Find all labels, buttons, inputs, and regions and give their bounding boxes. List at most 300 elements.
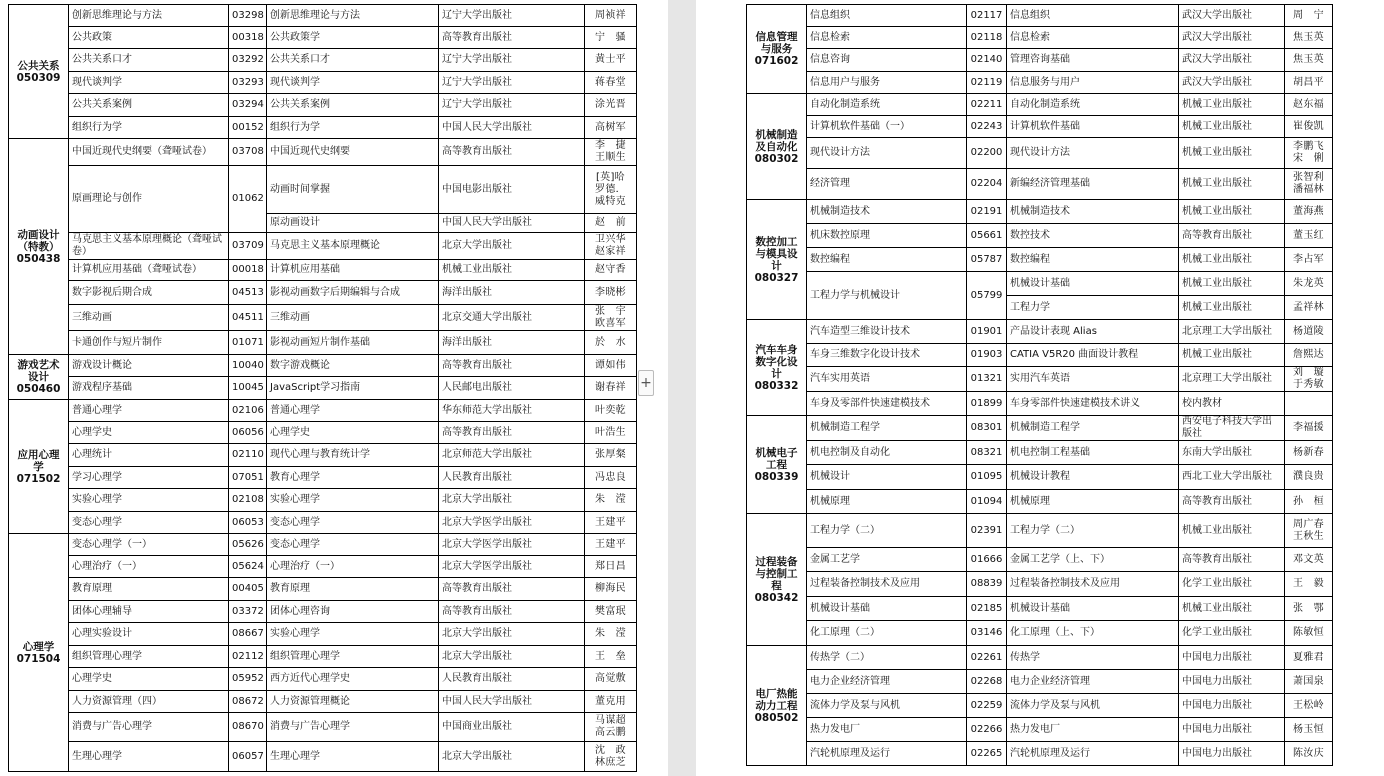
course-code-cell: 08321	[967, 441, 1007, 465]
course-name-cell: 汽车实用英语	[807, 367, 967, 392]
publisher-cell: 北京大学医学出版社	[439, 534, 585, 556]
author-cell: 周祯祥	[585, 5, 637, 27]
textbook-title-cell: 计算机应用基础	[267, 260, 439, 281]
author-cell: 叶奕乾	[585, 400, 637, 422]
publisher-cell: 北京大学出版社	[439, 742, 585, 772]
textbook-title-cell: 实验心理学	[267, 489, 439, 512]
publisher-cell: 北京大学出版社	[439, 489, 585, 512]
publisher-cell: 北京理工大学出版社	[1179, 320, 1285, 344]
author-cell: 宁 骚	[585, 27, 637, 49]
page-gutter	[668, 0, 696, 776]
author-cell: 焦玉英	[1285, 49, 1333, 72]
textbook-title-cell: 现代心理与教育统计学	[267, 444, 439, 467]
author-cell: 叶浩生	[585, 422, 637, 444]
course-code-cell: 02185	[967, 597, 1007, 621]
table-row	[9, 467, 637, 489]
course-name-cell: 自动化制造系统	[807, 94, 967, 116]
course-name-cell: 工程力学与机械设计	[807, 272, 967, 320]
course-code-cell: 02268	[967, 670, 1007, 694]
course-code-cell: 08672	[229, 691, 267, 713]
author-cell: 王松岭	[1285, 694, 1333, 718]
publisher-cell: 北京大学医学出版社	[439, 556, 585, 578]
textbook-title-cell: 金属工艺学（上、下）	[1007, 548, 1179, 572]
course-name-cell: 普通心理学	[69, 400, 229, 422]
textbook-title-cell: 教育心理学	[267, 467, 439, 489]
publisher-cell: 高等教育出版社	[1179, 224, 1285, 248]
course-code-cell: 02265	[967, 742, 1007, 766]
major-cell: 动画设计 （特教） 050438	[9, 139, 69, 355]
textbook-title-cell: 工程力学	[1007, 296, 1179, 320]
course-code-cell: 02140	[967, 49, 1007, 72]
author-cell: 崔俊凯	[1285, 116, 1333, 138]
course-code-cell: 02266	[967, 718, 1007, 742]
course-name-cell: 过程装备控制技术及应用	[807, 572, 967, 597]
course-code-cell: 03708	[229, 139, 267, 166]
course-code-cell: 02191	[967, 200, 1007, 224]
major-cell: 机械制造 及自动化 080302	[747, 94, 807, 200]
publisher-cell: 武汉大学出版社	[1179, 5, 1285, 27]
publisher-cell: 机械工业出版社	[1179, 248, 1285, 272]
course-code-cell: 01666	[967, 548, 1007, 572]
author-cell: 马谋超 高云鹏	[585, 713, 637, 742]
textbook-title-cell: 化工原理（上、下）	[1007, 621, 1179, 646]
publisher-cell: 高等教育出版社	[1179, 548, 1285, 572]
publisher-cell: 化学工业出版社	[1179, 572, 1285, 597]
publisher-cell: 北京大学出版社	[439, 623, 585, 646]
major-cell: 公共关系 050309	[9, 5, 69, 139]
publisher-cell: 机械工业出版社	[1179, 296, 1285, 320]
textbook-title-cell: 变态心理学	[267, 534, 439, 556]
author-cell: 李 捷 王顺生	[585, 139, 637, 166]
publisher-cell: 辽宁大学出版社	[439, 94, 585, 117]
table-row	[747, 320, 1333, 344]
author-cell: 詹熙达	[1285, 344, 1333, 367]
course-code-cell: 00018	[229, 260, 267, 281]
publisher-cell: 中国人民大学出版社	[439, 117, 585, 139]
publisher-cell: 机械工业出版社	[1179, 597, 1285, 621]
textbook-title-cell: 数控编程	[1007, 248, 1179, 272]
publisher-cell: 中国人民大学出版社	[439, 691, 585, 713]
author-cell: 冯忠良	[585, 467, 637, 489]
textbook-title-cell: 产品设计表现 Alias	[1007, 320, 1179, 344]
author-cell: 王建平	[585, 512, 637, 534]
course-code-cell: 00152	[229, 117, 267, 139]
table-row	[747, 465, 1333, 490]
table-row	[9, 489, 637, 512]
author-cell: 杨玉恒	[1285, 718, 1333, 742]
course-code-cell: 07051	[229, 467, 267, 489]
course-code-cell: 03372	[229, 601, 267, 623]
textbook-title-cell: 心理治疗（一）	[267, 556, 439, 578]
course-name-cell: 心理治疗（一）	[69, 556, 229, 578]
course-code-cell: 04513	[229, 281, 267, 305]
course-code-cell: 01903	[967, 344, 1007, 367]
course-name-cell: 热力发电厂	[807, 718, 967, 742]
table-row	[747, 572, 1333, 597]
author-cell: 周广春 王秋生	[1285, 514, 1333, 548]
course-name-cell: 学习心理学	[69, 467, 229, 489]
course-code-cell: 02117	[967, 5, 1007, 27]
publisher-cell: 辽宁大学出版社	[439, 49, 585, 72]
course-table-left	[8, 4, 637, 772]
textbook-title-cell: 工程力学（二）	[1007, 514, 1179, 548]
textbook-title-cell: 机械设计教程	[1007, 465, 1179, 490]
document-page-left	[0, 0, 668, 776]
textbook-title-cell: 公共政策学	[267, 27, 439, 49]
textbook-title-cell: 影视动画短片制作基础	[267, 331, 439, 355]
table-row	[747, 272, 1333, 296]
publisher-cell: 机械工业出版社	[1179, 169, 1285, 200]
textbook-title-cell: 公共关系口才	[267, 49, 439, 72]
author-cell: 董玉红	[1285, 224, 1333, 248]
course-code-cell: 05787	[967, 248, 1007, 272]
course-name-cell: 金属工艺学	[807, 548, 967, 572]
course-code-cell: 08667	[229, 623, 267, 646]
course-name-cell: 数字影视后期合成	[69, 281, 229, 305]
course-name-cell: 机械制造工程学	[807, 416, 967, 441]
author-cell: 周 宁	[1285, 5, 1333, 27]
course-name-cell: 计算机软件基础（一）	[807, 116, 967, 138]
table-row	[747, 670, 1333, 694]
course-name-cell: 现代谈判学	[69, 72, 229, 94]
table-row	[9, 512, 637, 534]
textbook-title-cell: JavaScript学习指南	[267, 377, 439, 400]
textbook-title-cell: 管理咨询基础	[1007, 49, 1179, 72]
publisher-cell: 辽宁大学出版社	[439, 5, 585, 27]
course-code-cell: 00405	[229, 578, 267, 601]
publisher-cell: 校内教材	[1179, 392, 1285, 416]
author-cell: 张厚粲	[585, 444, 637, 467]
author-cell: 杨新春	[1285, 441, 1333, 465]
author-cell: 张 鄂	[1285, 597, 1333, 621]
table-row	[9, 742, 637, 772]
course-name-cell: 信息组织	[807, 5, 967, 27]
publisher-cell: 机械工业出版社	[1179, 94, 1285, 116]
textbook-title-cell: 电力企业经济管理	[1007, 670, 1179, 694]
author-cell: 郑日昌	[585, 556, 637, 578]
course-code-cell: 02108	[229, 489, 267, 512]
course-name-cell: 机械原理	[807, 490, 967, 514]
textbook-title-cell: 原动画设计	[267, 214, 439, 233]
course-code-cell: 02110	[229, 444, 267, 467]
publisher-cell: 中国人民大学出版社	[439, 214, 585, 233]
publisher-cell: 武汉大学出版社	[1179, 27, 1285, 49]
course-code-cell: 03146	[967, 621, 1007, 646]
course-name-cell: 车身三维数字化设计技术	[807, 344, 967, 367]
table-row	[9, 94, 637, 117]
author-cell: 於 水	[585, 331, 637, 355]
textbook-title-cell: 汽轮机原理及运行	[1007, 742, 1179, 766]
author-cell: 董海燕	[1285, 200, 1333, 224]
publisher-cell: 华东师范大学出版社	[439, 400, 585, 422]
author-cell: 赵守香	[585, 260, 637, 281]
course-code-cell: 01321	[967, 367, 1007, 392]
course-name-cell: 组织行为学	[69, 117, 229, 139]
table-row	[747, 367, 1333, 392]
table-row	[9, 377, 637, 400]
course-name-cell: 机械设计	[807, 465, 967, 490]
textbook-title-cell: 机械制造技术	[1007, 200, 1179, 224]
author-cell: 朱 滢	[585, 623, 637, 646]
publisher-cell: 中国电影出版社	[439, 166, 585, 214]
course-name-cell: 机床数控原理	[807, 224, 967, 248]
publisher-cell: 高等教育出版社	[439, 422, 585, 444]
course-name-cell: 汽车造型三维设计技术	[807, 320, 967, 344]
author-cell: 陈汝庆	[1285, 742, 1333, 766]
expand-plus-icon[interactable]: +	[638, 370, 654, 396]
table-row	[747, 416, 1333, 441]
course-name-cell: 公共政策	[69, 27, 229, 49]
author-cell: 王建平	[585, 534, 637, 556]
table-row	[9, 400, 637, 422]
textbook-title-cell: 车身零部件快速建模技术讲义	[1007, 392, 1179, 416]
textbook-title-cell: 机械制造工程学	[1007, 416, 1179, 441]
textbook-title-cell: 教育原理	[267, 578, 439, 601]
table-row	[747, 5, 1333, 27]
textbook-title-cell: 动画时间掌握	[267, 166, 439, 214]
course-code-cell: 02112	[229, 646, 267, 668]
course-name-cell: 流体力学及泵与风机	[807, 694, 967, 718]
publisher-cell: 中国电力出版社	[1179, 694, 1285, 718]
table-row	[9, 713, 637, 742]
table-row	[747, 200, 1333, 224]
author-cell: 王 毅	[1285, 572, 1333, 597]
course-code-cell: 10045	[229, 377, 267, 400]
course-code-cell: 03709	[229, 233, 267, 260]
table-row	[747, 441, 1333, 465]
course-code-cell: 02200	[967, 138, 1007, 169]
course-name-cell: 信息咨询	[807, 49, 967, 72]
course-code-cell: 02119	[967, 72, 1007, 94]
textbook-title-cell: 普通心理学	[267, 400, 439, 422]
major-cell: 机械电子 工程 080339	[747, 416, 807, 514]
table-row	[9, 623, 637, 646]
table-row	[747, 392, 1333, 416]
textbook-title-cell: 机械设计基础	[1007, 272, 1179, 296]
textbook-title-cell: 影视动画数字后期编辑与合成	[267, 281, 439, 305]
course-name-cell: 心理实验设计	[69, 623, 229, 646]
publisher-cell: 中国电力出版社	[1179, 742, 1285, 766]
author-cell: 涂光晋	[585, 94, 637, 117]
textbook-title-cell: 西方近代心理学史	[267, 668, 439, 691]
textbook-title-cell: 信息组织	[1007, 5, 1179, 27]
course-code-cell: 02211	[967, 94, 1007, 116]
course-name-cell: 马克思主义基本原理概论（聋哑试卷）	[69, 233, 229, 260]
publisher-cell: 东南大学出版社	[1179, 441, 1285, 465]
course-code-cell: 05952	[229, 668, 267, 691]
course-table-right	[746, 4, 1333, 766]
author-cell: 黄士平	[585, 49, 637, 72]
publisher-cell: 人民邮电出版社	[439, 377, 585, 400]
author-cell: 赵 前	[585, 214, 637, 233]
course-name-cell: 人力资源管理（四）	[69, 691, 229, 713]
major-cell: 游戏艺术 设计 050460	[9, 355, 69, 400]
publisher-cell: 机械工业出版社	[1179, 200, 1285, 224]
table-row	[9, 49, 637, 72]
textbook-title-cell: 现代谈判学	[267, 72, 439, 94]
course-code-cell: 01062	[229, 166, 267, 233]
course-code-cell: 03293	[229, 72, 267, 94]
publisher-cell: 化学工业出版社	[1179, 621, 1285, 646]
textbook-title-cell: 传热学	[1007, 646, 1179, 670]
course-name-cell: 机械设计基础	[807, 597, 967, 621]
textbook-title-cell: 数控技术	[1007, 224, 1179, 248]
author-cell: [英]哈 罗德． 威特克	[585, 166, 637, 214]
course-name-cell: 传热学（二）	[807, 646, 967, 670]
publisher-cell: 高等教育出版社	[1179, 490, 1285, 514]
publisher-cell: 西安电子科技大学出版社	[1179, 416, 1285, 441]
table-row	[747, 718, 1333, 742]
textbook-title-cell: 人力资源管理概论	[267, 691, 439, 713]
course-name-cell: 卡通创作与短片制作	[69, 331, 229, 355]
course-code-cell: 02106	[229, 400, 267, 422]
publisher-cell: 西北工业大学出版社	[1179, 465, 1285, 490]
table-row	[9, 422, 637, 444]
textbook-title-cell: 实用汽车英语	[1007, 367, 1179, 392]
course-name-cell: 信息检索	[807, 27, 967, 49]
course-name-cell: 游戏设计概论	[69, 355, 229, 377]
course-name-cell: 信息用户与服务	[807, 72, 967, 94]
course-code-cell: 02259	[967, 694, 1007, 718]
course-code-cell: 02118	[967, 27, 1007, 49]
publisher-cell: 北京交通大学出版社	[439, 305, 585, 331]
author-cell: 樊富珉	[585, 601, 637, 623]
table-row	[747, 344, 1333, 367]
course-code-cell: 08839	[967, 572, 1007, 597]
table-row	[9, 139, 637, 166]
author-cell: 蒋春堂	[585, 72, 637, 94]
course-code-cell: 05799	[967, 272, 1007, 320]
course-name-cell: 机电控制及自动化	[807, 441, 967, 465]
course-code-cell: 10040	[229, 355, 267, 377]
author-cell: 萧国泉	[1285, 670, 1333, 694]
publisher-cell: 北京师范大学出版社	[439, 444, 585, 467]
course-name-cell: 机械制造技术	[807, 200, 967, 224]
course-name-cell: 创新思维理论与方法	[69, 5, 229, 27]
major-cell: 心理学 071504	[9, 534, 69, 772]
course-code-cell: 03298	[229, 5, 267, 27]
table-row	[747, 224, 1333, 248]
document-page-right	[696, 0, 1384, 776]
course-name-cell: 实验心理学	[69, 489, 229, 512]
table-row	[747, 248, 1333, 272]
course-name-cell: 原画理论与创作	[69, 166, 229, 233]
course-name-cell: 计算机应用基础（聋哑试卷）	[69, 260, 229, 281]
table-row	[747, 646, 1333, 670]
publisher-cell: 高等教育出版社	[439, 27, 585, 49]
author-cell: 董克用	[585, 691, 637, 713]
publisher-cell: 海洋出版社	[439, 281, 585, 305]
author-cell: 王 垒	[585, 646, 637, 668]
textbook-title-cell: 变态心理学	[267, 512, 439, 534]
course-code-cell: 03292	[229, 49, 267, 72]
author-cell: 柳海民	[585, 578, 637, 601]
course-code-cell: 00318	[229, 27, 267, 49]
publisher-cell: 武汉大学出版社	[1179, 49, 1285, 72]
table-row	[9, 601, 637, 623]
table-row	[9, 27, 637, 49]
author-cell: 张 宇 欧喜军	[585, 305, 637, 331]
table-row	[9, 233, 637, 260]
course-name-cell: 三维动画	[69, 305, 229, 331]
table-row	[747, 490, 1333, 514]
course-name-cell: 心理统计	[69, 444, 229, 467]
author-cell: 李晓彬	[585, 281, 637, 305]
textbook-title-cell: 信息服务与用户	[1007, 72, 1179, 94]
publisher-cell: 中国电力出版社	[1179, 670, 1285, 694]
author-cell: 李占军	[1285, 248, 1333, 272]
author-cell: 夏雅君	[1285, 646, 1333, 670]
textbook-title-cell: 三维动画	[267, 305, 439, 331]
textbook-title-cell: 热力发电厂	[1007, 718, 1179, 742]
author-cell: 濮良贵	[1285, 465, 1333, 490]
publisher-cell: 北京理工大学出版社	[1179, 367, 1285, 392]
course-name-cell: 汽轮机原理及运行	[807, 742, 967, 766]
course-code-cell: 05661	[967, 224, 1007, 248]
course-name-cell: 心理学史	[69, 422, 229, 444]
table-row	[9, 5, 637, 27]
major-cell: 电厂热能 动力工程 080502	[747, 646, 807, 766]
course-name-cell: 组织管理心理学	[69, 646, 229, 668]
author-cell: 谢春祥	[585, 377, 637, 400]
textbook-title-cell: 新编经济管理基础	[1007, 169, 1179, 200]
textbook-title-cell: CATIA V5R20 曲面设计教程	[1007, 344, 1179, 367]
course-name-cell: 消费与广告心理学	[69, 713, 229, 742]
course-name-cell: 数控编程	[807, 248, 967, 272]
textbook-title-cell: 信息检索	[1007, 27, 1179, 49]
major-cell: 数控加工 与模具设 计 080327	[747, 200, 807, 320]
publisher-cell: 北京大学出版社	[439, 233, 585, 260]
publisher-cell: 中国电力出版社	[1179, 646, 1285, 670]
textbook-title-cell: 心理学史	[267, 422, 439, 444]
course-name-cell: 电力企业经济管理	[807, 670, 967, 694]
course-code-cell: 02261	[967, 646, 1007, 670]
course-name-cell: 公共关系口才	[69, 49, 229, 72]
publisher-cell: 海洋出版社	[439, 331, 585, 355]
publisher-cell: 高等教育出版社	[439, 578, 585, 601]
table-row	[9, 668, 637, 691]
textbook-title-cell: 实验心理学	[267, 623, 439, 646]
course-name-cell: 心理学史	[69, 668, 229, 691]
publisher-cell: 人民教育出版社	[439, 467, 585, 489]
table-row	[9, 355, 637, 377]
course-name-cell: 团体心理辅导	[69, 601, 229, 623]
table-row	[747, 548, 1333, 572]
major-cell: 应用心理 学 071502	[9, 400, 69, 534]
author-cell: 刘 璇 于秀敏	[1285, 367, 1333, 392]
course-name-cell: 化工原理（二）	[807, 621, 967, 646]
publisher-cell: 中国商业出版社	[439, 713, 585, 742]
course-code-cell: 03294	[229, 94, 267, 117]
table-row	[747, 621, 1333, 646]
table-row	[9, 444, 637, 467]
publisher-cell: 机械工业出版社	[1179, 138, 1285, 169]
major-cell: 汽车车身 数字化设 计 080332	[747, 320, 807, 416]
table-row	[747, 597, 1333, 621]
course-code-cell: 08301	[967, 416, 1007, 441]
author-cell: 朱龙英	[1285, 272, 1333, 296]
author-cell: 赵东福	[1285, 94, 1333, 116]
course-code-cell: 01095	[967, 465, 1007, 490]
publisher-cell: 中国电力出版社	[1179, 718, 1285, 742]
author-cell: 胡昌平	[1285, 72, 1333, 94]
textbook-title-cell: 流体力学及泵与风机	[1007, 694, 1179, 718]
course-name-cell: 现代设计方法	[807, 138, 967, 169]
author-cell: 朱 滢	[585, 489, 637, 512]
table-row	[9, 578, 637, 601]
author-cell: 谭如伟	[585, 355, 637, 377]
publisher-cell: 武汉大学出版社	[1179, 72, 1285, 94]
